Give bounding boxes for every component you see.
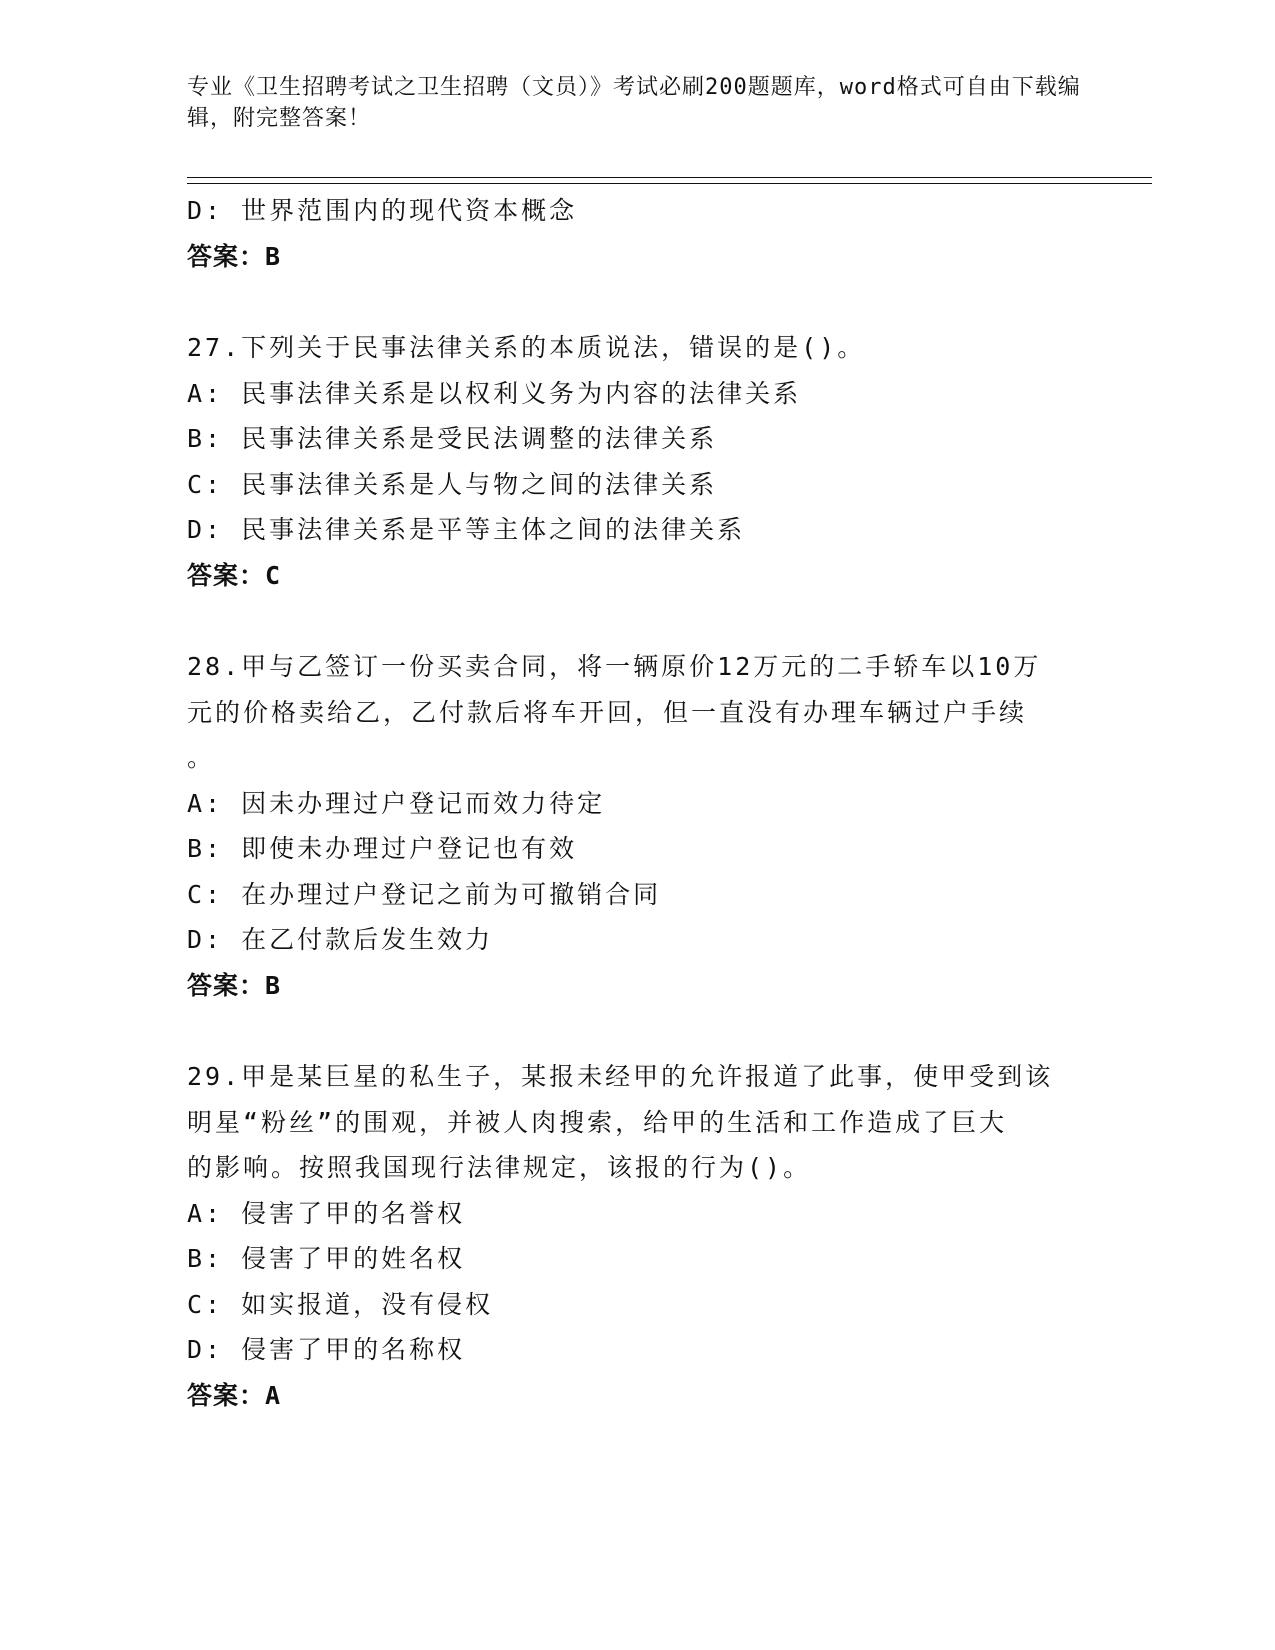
spacer bbox=[187, 598, 1087, 644]
q28-option-d: D: 在乙付款后发生效力 bbox=[187, 925, 494, 954]
q29-option-c: C: 如实报道，没有侵权 bbox=[187, 1289, 494, 1319]
header-rule-top bbox=[187, 177, 1152, 178]
q27-option-b: B: 民事法律关系是受民法调整的法律关系 bbox=[187, 424, 718, 453]
q28-stem-line1: 28.甲与乙签订一份买卖合同，将一辆原价12万元的二手轿车以10万 bbox=[187, 652, 1042, 681]
q28-stem-line3: 。 bbox=[187, 743, 216, 772]
q27-option-c: C: 民事法律关系是人与物之间的法律关系 bbox=[187, 469, 718, 499]
q28-option-b: B: 即使未办理过户登记也有效 bbox=[187, 834, 578, 863]
q29-answer: 答案：A bbox=[187, 1380, 282, 1410]
spacer bbox=[187, 279, 1087, 325]
q28-option-a: A: 因未办理过户登记而效力待定 bbox=[187, 788, 606, 818]
q27-answer: 答案：C bbox=[187, 560, 282, 590]
q29-stem-line1: 29.甲是某巨星的私生子，某报未经甲的允许报道了此事，使甲受到该 bbox=[187, 1062, 1054, 1091]
q29-option-b: B: 侵害了甲的姓名权 bbox=[187, 1244, 466, 1273]
q29-option-d: D: 侵害了甲的名称权 bbox=[187, 1335, 466, 1364]
header-rule-bottom bbox=[187, 183, 1152, 184]
prev-option-d: D: 世界范围内的现代资本概念 bbox=[187, 196, 578, 225]
q29-stem-line2: 明星“粉丝”的围观，并被人肉搜索，给甲的生活和工作造成了巨大 bbox=[187, 1107, 1008, 1137]
q28-option-c: C: 在办理过户登记之前为可撤销合同 bbox=[187, 879, 662, 909]
prev-answer: 答案：B bbox=[187, 241, 282, 271]
q29-stem-line3: 的影响。按照我国现行法律规定，该报的行为()。 bbox=[187, 1153, 812, 1182]
spacer bbox=[187, 1008, 1087, 1054]
q27-option-d: D: 民事法律关系是平等主体之间的法律关系 bbox=[187, 515, 746, 544]
q27-option-a: A: 民事法律关系是以权利义务为内容的法律关系 bbox=[187, 378, 802, 408]
page-header: 专业《卫生招聘考试之卫生招聘（文员）》考试必刷200题题库，word格式可自由下载编辑，附完整答案！ bbox=[187, 75, 1081, 131]
q28-answer: 答案：B bbox=[187, 970, 282, 1000]
q29-option-a: A: 侵害了甲的名誉权 bbox=[187, 1198, 466, 1228]
q27-stem: 27.下列关于民事法律关系的本质说法，错误的是()。 bbox=[187, 333, 866, 362]
question-list bbox=[187, 188, 1087, 1418]
q28-stem-line2: 元的价格卖给乙，乙付款后将车开回，但一直没有办理车辆过户手续 bbox=[187, 697, 1028, 727]
